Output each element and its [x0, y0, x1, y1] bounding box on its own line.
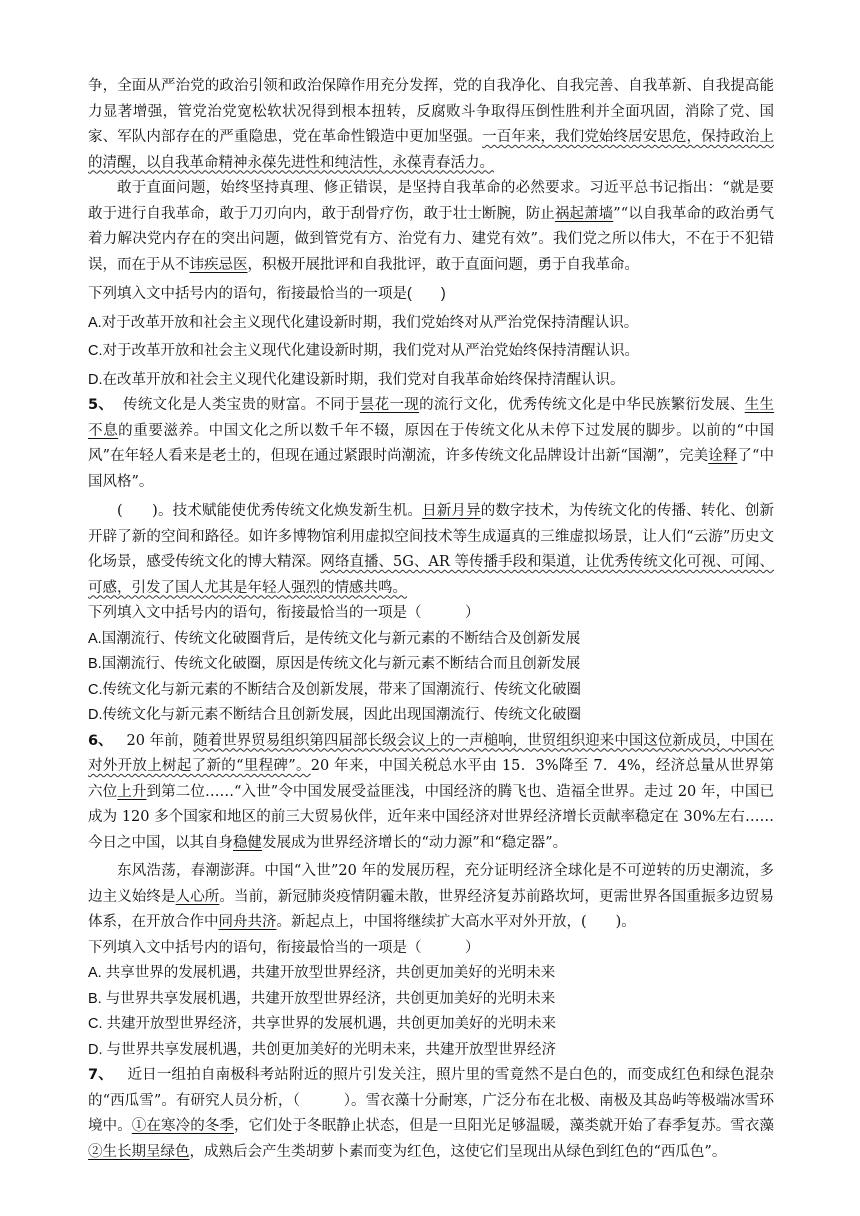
- option-d: D.在改革开放和社会主义现代化建设新时期，我们党对自我革命始终保持清醒认识。: [88, 371, 625, 388]
- passage-text: ，积极开展批评和自我批评，敢于直面问题，勇于自我革命。: [247, 256, 639, 273]
- question-number: 5、: [88, 397, 114, 413]
- option-d: D.传统文化与新元素不断结合且创新发展，因此出现国潮流行、传统文化破圈: [88, 707, 581, 723]
- passage-text: ”“以自我革命的政治勇气着力解决党内存在的突出问题，做到管党有方、治党有力、建党有效”。我们党之所以伟大，不在于不犯错误，而在于从不: [88, 205, 775, 273]
- underlined-word: 生生不息: [88, 397, 775, 439]
- passage-text: 近日一组拍自南极科考站附近的照片引发关注，照片里的雪竟然不是白色的，而变成红色和绿色混杂的“西瓜雪”。有研究人员分析，（ ）。雪衣藻十分耐寒，广泛分布在北极、南极及其岛屿等极端冰雪环境中。: [88, 1067, 775, 1134]
- passage-paragraph: [88, 74, 774, 176]
- question-5-passage: [88, 393, 774, 495]
- passage-text: 东风浩荡，春潮澎湃。中国“入世”20 年的发展历程，充分证明经济全球化是不可逆转的历史潮流，多边主义始终是: [88, 863, 774, 905]
- option-a: A. 共享世界的发展机遇，共建开放型世界经济，共创更加美好的光明未来: [88, 965, 556, 981]
- passage-paragraph: [88, 176, 774, 278]
- passage-text: 发展成为世界经济增长的“动力源”和“稳定器”。: [262, 834, 568, 851]
- option-c: C. 共建开放型世界经济，共享世界的发展机遇，共创更加美好的光明未来: [88, 1016, 557, 1032]
- underlined-word: ①在寒冷的冬季: [131, 1118, 234, 1134]
- question-stem: 下列填入文中括号内的语句，衔接最恰当的一项是（ ）: [88, 605, 480, 621]
- passage-text: 。当前，新冠肺炎疫情阴霾未散，世界经济复苏前路坎坷，更需世界各国重振多边贸易体系，在开放合作中: [88, 888, 775, 930]
- underlined-word: 稳健: [233, 834, 262, 851]
- underlined-word: 昙花一现: [359, 397, 420, 413]
- passage-text: ( )。技术赋能使优秀传统文化焕发新生机。: [117, 503, 423, 519]
- wavy-underlined-text: 一百年来，我们党始终居安思危，保持政治上的清醒，以自我革命精神永葆先进性和纯洁性，永葆青春活力。: [88, 129, 774, 171]
- question-5-paragraph-2: [88, 499, 774, 601]
- passage-text: 了“中国风格”。: [88, 448, 774, 490]
- passage-text: 20 年来，中国关税总水平由 15．3%降至 7．4%，经济总量从世界第六位: [88, 758, 774, 800]
- underlined-word: 人心所: [175, 888, 220, 905]
- underlined-word: 讳疾忌医: [189, 256, 248, 273]
- passage-text: 的流行文化，优秀传统文化是中华民族繁衍发展、: [419, 397, 745, 413]
- underlined-word: 上升: [117, 783, 147, 800]
- passage-text: ，成熟后会产生类胡萝卜素而变为红色，这使它们呈现出从绿色到红色的“西瓜色”。: [189, 1143, 727, 1160]
- question-6-passage: [88, 729, 774, 857]
- underlined-word: 同舟共济: [218, 914, 277, 930]
- passage-text: 20 年前，: [126, 732, 194, 749]
- option-c: C.对于改革开放和社会主义现代化建设新时期，我们党对从严治党始终保持清醒认识。: [88, 343, 639, 359]
- underlined-word: 祸起萧墙: [554, 205, 614, 222]
- passage-text: 的重要滋养。中国文化之所以数千年不辍，原因在于传统文化从未停下过发展的脚步。以前的“中国风”在年轻人看来是老土的，但现在通过紧跟时尚潮流，许多传统文化品牌设计出新“国潮”，完美: [88, 422, 774, 464]
- wavy-underlined-text: 随着世界贸易组织第四届部长级会议上的一声槌响，世贸组织迎来中国这位新成员，中国在对外开放上树起了新的“里程碑”。: [88, 732, 775, 774]
- question-number: 7、: [88, 1067, 113, 1083]
- passage-text: 。新起点上，中国将继续扩大高水平对外开放，( )。: [276, 914, 636, 930]
- question-6-paragraph-2: [88, 859, 774, 936]
- passage-text: 传统文化是人类宝贵的财富。不同于: [123, 397, 360, 413]
- passage-text: 到第二位……“入世”令中国发展受益匪浅，中国经济的腾飞也、造福全世界。走过 20 年，中国已成为 120 多个国家和地区的前三大贸易伙伴，近年来中国经济对世界经济增长贡献率稳定在 30%左右……今日之中国，以其自身: [88, 783, 775, 851]
- passage-text: ，它们处于冬眠静止状态，但是一旦阳光足够温暖，藻类就开始了春季复苏。雪衣藻: [233, 1118, 775, 1134]
- underlined-word: ②生长期呈绿色: [88, 1143, 190, 1160]
- passage-text: 的数字技术，为传统文化的传播、转化、创新开辟了新的空间和路径。如许多博物馆利用虚拟空间技术等生成逼真的三维虚拟场景，让人们“云游”历史文化场景，感受传统文化的博大精深。: [88, 503, 775, 570]
- option-c: C.传统文化与新元素的不断结合及创新发展，带来了国潮流行、传统文化破圈: [88, 681, 581, 698]
- passage-text: 争，全面从严治党的政治引领和政治保障作用充分发挥，党的自我净化、自我完善、自我革新、自我提高能力显著增强，管党治党宽松软状况得到根本扭转，反腐败斗争取得压倒性胜利并全面巩固，消除了党、国家、军队内部存在的严重隐患，党在革命性锻造中更加坚强。: [88, 78, 774, 145]
- question-number: 6、: [88, 732, 113, 749]
- question-stem: 下列填入文中括号内的语句，衔接最恰当的一项是（ ）: [88, 939, 480, 956]
- underlined-word: 日新月异: [422, 503, 481, 519]
- option-b: B. 与世界共享发展机遇，共建开放型世界经济，共创更加美好的光明未来: [88, 990, 556, 1007]
- option-b: B.国潮流行、传统文化破圈，原因是传统文化与新元素不断结合而且创新发展: [88, 656, 581, 672]
- wavy-underlined-text: 网络直播、5G、AR 等传播手段和渠道，让优秀传统文化可视、可闻、可感，引发了国人尤其是年轻人强烈的情感共鸣。: [88, 554, 774, 596]
- underlined-word: 诠释: [708, 448, 738, 464]
- exam-page: [88, 74, 774, 1165]
- option-a: A.国潮流行、传统文化破圈背后，是传统文化与新元素的不断结合及创新发展: [88, 630, 581, 647]
- question-7-passage: [88, 1063, 774, 1165]
- option-d: D. 与世界共享发展机遇，共创更加美好的光明未来，共建开放型世界经济: [88, 1041, 557, 1058]
- passage-text: 敢于直面问题，始终坚持真理、修正错误，是坚持自我革命的必然要求。习近平总书记指出：“就是要敢于进行自我革命，敢于刀刃向内，敢于刮骨疗伤，敢于壮士断腕，防止: [88, 180, 774, 222]
- question-stem: 下列填入文中括号内的语句，衔接最恰当的一项是( ): [88, 286, 446, 302]
- option-a: A.对于改革开放和社会主义现代化建设新时期，我们党始终对从严治党保持清醒认识。: [88, 314, 639, 331]
